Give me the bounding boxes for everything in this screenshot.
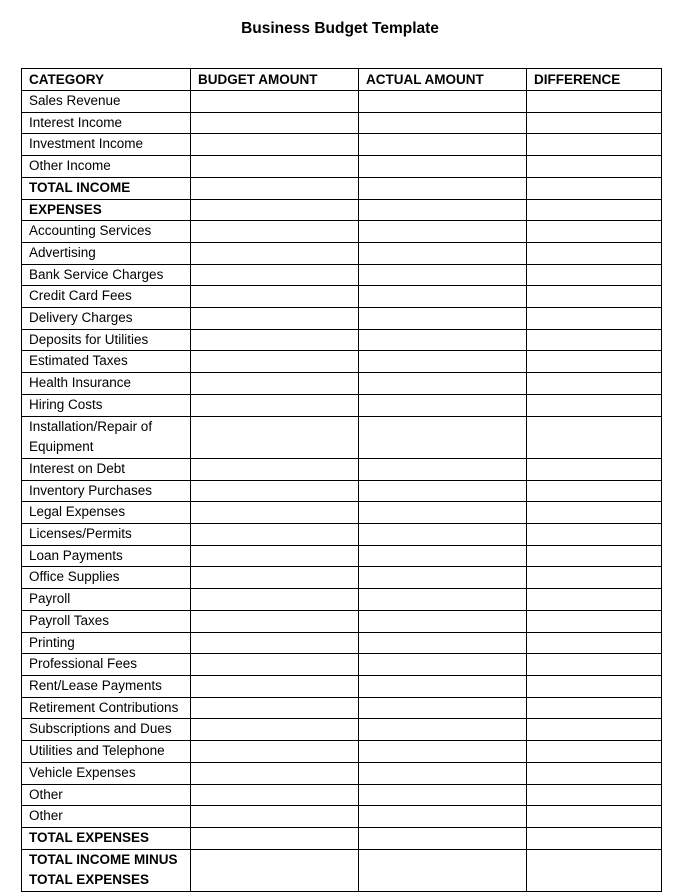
- actual-amount-cell[interactable]: [359, 654, 527, 676]
- actual-amount-cell[interactable]: [359, 502, 527, 524]
- difference-cell[interactable]: [527, 373, 662, 395]
- table-row: [22, 567, 662, 589]
- actual-amount-cell[interactable]: [359, 351, 527, 373]
- budget-amount-cell[interactable]: [191, 394, 359, 416]
- budget-amount-cell[interactable]: [191, 351, 359, 373]
- budget-amount-cell[interactable]: [191, 112, 359, 134]
- difference-cell[interactable]: [527, 545, 662, 567]
- difference-cell[interactable]: [527, 762, 662, 784]
- difference-cell[interactable]: [527, 394, 662, 416]
- budget-amount-cell[interactable]: [191, 545, 359, 567]
- difference-cell[interactable]: [527, 416, 662, 458]
- actual-amount-cell[interactable]: [359, 112, 527, 134]
- difference-cell[interactable]: [527, 524, 662, 546]
- budget-amount-cell[interactable]: [191, 458, 359, 480]
- table-row: [22, 112, 662, 134]
- table-row: [22, 373, 662, 395]
- difference-cell[interactable]: [527, 199, 662, 221]
- actual-amount-cell[interactable]: [359, 741, 527, 763]
- budget-amount-cell[interactable]: [191, 264, 359, 286]
- difference-cell[interactable]: [527, 458, 662, 480]
- table-row: [22, 221, 662, 243]
- table-row: [22, 502, 662, 524]
- budget-amount-cell[interactable]: [191, 675, 359, 697]
- difference-cell[interactable]: [527, 784, 662, 806]
- actual-amount-cell[interactable]: [359, 784, 527, 806]
- table-row: [22, 675, 662, 697]
- difference-cell[interactable]: [527, 697, 662, 719]
- budget-amount-cell[interactable]: [191, 567, 359, 589]
- table-row: [22, 524, 662, 546]
- actual-amount-cell[interactable]: [359, 91, 527, 113]
- budget-amount-cell[interactable]: [191, 177, 359, 199]
- budget-amount-cell[interactable]: [191, 719, 359, 741]
- difference-cell[interactable]: [527, 134, 662, 156]
- difference-cell[interactable]: [527, 112, 662, 134]
- category-cell: Office Supplies: [22, 567, 191, 589]
- actual-amount-cell[interactable]: [359, 697, 527, 719]
- column-header-difference: DIFFERENCE: [527, 69, 662, 91]
- difference-cell[interactable]: [527, 719, 662, 741]
- difference-cell[interactable]: [527, 589, 662, 611]
- table-row: [22, 697, 662, 719]
- table-row: [22, 458, 662, 480]
- actual-amount-cell[interactable]: [359, 762, 527, 784]
- table-row: [22, 741, 662, 763]
- actual-amount-cell[interactable]: [359, 177, 527, 199]
- category-cell: Other: [22, 784, 191, 806]
- category-cell: Health Insurance: [22, 373, 191, 395]
- budget-amount-cell[interactable]: [191, 589, 359, 611]
- difference-cell[interactable]: [527, 849, 662, 891]
- budget-amount-cell[interactable]: [191, 806, 359, 828]
- actual-amount-cell[interactable]: [359, 199, 527, 221]
- budget-amount-cell[interactable]: [191, 849, 359, 891]
- difference-cell[interactable]: [527, 480, 662, 502]
- category-cell: Loan Payments: [22, 545, 191, 567]
- table-row: [22, 177, 662, 199]
- actual-amount-cell[interactable]: [359, 394, 527, 416]
- difference-cell[interactable]: [527, 806, 662, 828]
- budget-amount-cell[interactable]: [191, 373, 359, 395]
- table-row: [22, 134, 662, 156]
- actual-amount-cell[interactable]: [359, 719, 527, 741]
- difference-cell[interactable]: [527, 329, 662, 351]
- actual-amount-cell[interactable]: [359, 134, 527, 156]
- table-row: [22, 394, 662, 416]
- budget-amount-cell[interactable]: [191, 134, 359, 156]
- actual-amount-cell[interactable]: [359, 675, 527, 697]
- difference-cell[interactable]: [527, 741, 662, 763]
- category-cell: Delivery Charges: [22, 308, 191, 330]
- header-row: [22, 69, 662, 91]
- category-cell: Credit Card Fees: [22, 286, 191, 308]
- actual-amount-cell[interactable]: [359, 567, 527, 589]
- actual-amount-cell[interactable]: [359, 545, 527, 567]
- category-cell: Other: [22, 806, 191, 828]
- category-cell: Professional Fees: [22, 654, 191, 676]
- budget-amount-cell[interactable]: [191, 741, 359, 763]
- actual-amount-cell[interactable]: [359, 373, 527, 395]
- table-row: [22, 654, 662, 676]
- budget-amount-cell[interactable]: [191, 91, 359, 113]
- table-row: [22, 784, 662, 806]
- budget-amount-cell[interactable]: [191, 416, 359, 458]
- category-cell: Payroll: [22, 589, 191, 611]
- table-row: [22, 351, 662, 373]
- difference-cell[interactable]: [527, 242, 662, 264]
- budget-amount-cell[interactable]: [191, 610, 359, 632]
- actual-amount-cell[interactable]: [359, 458, 527, 480]
- category-cell: Bank Service Charges: [22, 264, 191, 286]
- table-row: [22, 286, 662, 308]
- category-cell: Estimated Taxes: [22, 351, 191, 373]
- budget-amount-cell[interactable]: [191, 827, 359, 849]
- category-cell: Retirement Contributions: [22, 697, 191, 719]
- table-row: [22, 849, 662, 891]
- budget-table: [21, 68, 662, 892]
- budget-amount-cell[interactable]: [191, 784, 359, 806]
- budget-amount-cell[interactable]: [191, 654, 359, 676]
- budget-amount-cell[interactable]: [191, 199, 359, 221]
- difference-cell[interactable]: [527, 286, 662, 308]
- category-cell: Legal Expenses: [22, 502, 191, 524]
- actual-amount-cell[interactable]: [359, 329, 527, 351]
- difference-cell[interactable]: [527, 308, 662, 330]
- difference-cell[interactable]: [527, 351, 662, 373]
- category-cell: Sales Revenue: [22, 91, 191, 113]
- table-row: [22, 480, 662, 502]
- column-header-actual-amount: ACTUAL AMOUNT: [359, 69, 527, 91]
- table-row: [22, 632, 662, 654]
- table-row: [22, 610, 662, 632]
- category-cell: Other Income: [22, 156, 191, 178]
- budget-amount-cell[interactable]: [191, 502, 359, 524]
- category-cell: Deposits for Utilities: [22, 329, 191, 351]
- table-row: [22, 719, 662, 741]
- actual-amount-cell[interactable]: [359, 480, 527, 502]
- difference-cell[interactable]: [527, 567, 662, 589]
- budget-amount-cell[interactable]: [191, 329, 359, 351]
- actual-amount-cell[interactable]: [359, 610, 527, 632]
- budget-amount-cell[interactable]: [191, 221, 359, 243]
- actual-amount-cell[interactable]: [359, 286, 527, 308]
- table-row: [22, 199, 662, 221]
- difference-cell[interactable]: [527, 827, 662, 849]
- budget-amount-cell[interactable]: [191, 156, 359, 178]
- table-row: [22, 329, 662, 351]
- difference-cell[interactable]: [527, 91, 662, 113]
- table-row: [22, 806, 662, 828]
- budget-amount-cell[interactable]: [191, 524, 359, 546]
- difference-cell[interactable]: [527, 675, 662, 697]
- budget-amount-cell[interactable]: [191, 480, 359, 502]
- budget-amount-cell[interactable]: [191, 632, 359, 654]
- actual-amount-cell[interactable]: [359, 156, 527, 178]
- category-cell: Investment Income: [22, 134, 191, 156]
- actual-amount-cell[interactable]: [359, 416, 527, 458]
- actual-amount-cell[interactable]: [359, 242, 527, 264]
- difference-cell[interactable]: [527, 610, 662, 632]
- budget-amount-cell[interactable]: [191, 286, 359, 308]
- budget-amount-cell[interactable]: [191, 762, 359, 784]
- category-cell: Interest Income: [22, 112, 191, 134]
- table-row: [22, 416, 662, 458]
- category-cell: Installation/Repair of Equipment: [22, 416, 191, 458]
- category-cell: Payroll Taxes: [22, 610, 191, 632]
- table-row: [22, 545, 662, 567]
- category-cell: Licenses/Permits: [22, 524, 191, 546]
- category-cell: Hiring Costs: [22, 394, 191, 416]
- column-header-category: CATEGORY: [22, 69, 191, 91]
- difference-cell[interactable]: [527, 654, 662, 676]
- category-cell: EXPENSES: [22, 199, 191, 221]
- actual-amount-cell[interactable]: [359, 308, 527, 330]
- category-cell: TOTAL EXPENSES: [22, 827, 191, 849]
- table-row: [22, 156, 662, 178]
- category-cell: Vehicle Expenses: [22, 762, 191, 784]
- actual-amount-cell[interactable]: [359, 221, 527, 243]
- table-row: [22, 827, 662, 849]
- category-cell: Interest on Debt: [22, 458, 191, 480]
- actual-amount-cell[interactable]: [359, 806, 527, 828]
- table-row: [22, 762, 662, 784]
- budget-amount-cell[interactable]: [191, 697, 359, 719]
- table-row: [22, 91, 662, 113]
- table-row: [22, 242, 662, 264]
- actual-amount-cell[interactable]: [359, 589, 527, 611]
- category-cell: TOTAL INCOME MINUS TOTAL EXPENSES: [22, 849, 191, 891]
- page-title: Business Budget Template: [241, 20, 439, 37]
- budget-amount-cell[interactable]: [191, 308, 359, 330]
- actual-amount-cell[interactable]: [359, 849, 527, 891]
- actual-amount-cell[interactable]: [359, 632, 527, 654]
- category-cell: Utilities and Telephone: [22, 741, 191, 763]
- category-cell: Accounting Services: [22, 221, 191, 243]
- category-cell: Advertising: [22, 242, 191, 264]
- category-cell: TOTAL INCOME: [22, 177, 191, 199]
- difference-cell[interactable]: [527, 221, 662, 243]
- table-row: [22, 264, 662, 286]
- category-cell: Subscriptions and Dues: [22, 719, 191, 741]
- table-row: [22, 589, 662, 611]
- budget-table-body: [22, 91, 662, 892]
- column-header-budget-amount: BUDGET AMOUNT: [191, 69, 359, 91]
- difference-cell[interactable]: [527, 156, 662, 178]
- budget-amount-cell[interactable]: [191, 242, 359, 264]
- difference-cell[interactable]: [527, 264, 662, 286]
- actual-amount-cell[interactable]: [359, 264, 527, 286]
- difference-cell[interactable]: [527, 502, 662, 524]
- difference-cell[interactable]: [527, 632, 662, 654]
- table-row: [22, 308, 662, 330]
- category-cell: Rent/Lease Payments: [22, 675, 191, 697]
- actual-amount-cell[interactable]: [359, 827, 527, 849]
- category-cell: Printing: [22, 632, 191, 654]
- actual-amount-cell[interactable]: [359, 524, 527, 546]
- category-cell: Inventory Purchases: [22, 480, 191, 502]
- difference-cell[interactable]: [527, 177, 662, 199]
